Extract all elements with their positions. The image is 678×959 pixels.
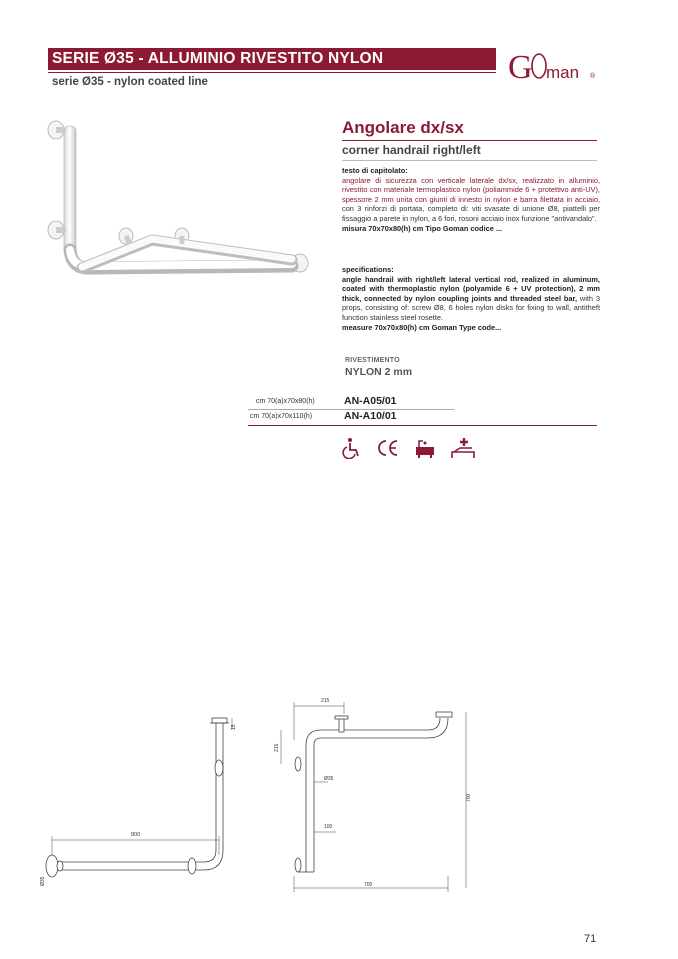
technical-drawing — [36, 690, 476, 910]
wheelchair-icon — [342, 437, 362, 464]
dim-215-top: 215 — [321, 698, 330, 704]
bathtub-icon — [414, 437, 436, 464]
spec-body-en-bold: angle handrail with right/left lateral vertical rod, realized in aluminum, coated with thermoplastic nylon (polyamide 6 + UV protection), 2 mm thick, connected by nylon coupling joints and threaded steel bar, — [342, 274, 600, 303]
dim-800: 800 — [131, 832, 141, 838]
product-subtitle: corner handrail right/left — [342, 143, 481, 157]
spec-measure-en: measure 70x70x80(h) cm Goman Type code... — [342, 322, 502, 332]
medical-bed-icon — [450, 436, 476, 465]
spec-text-en — [342, 265, 600, 332]
code-size-1: cm 70(a)x70x80(h) — [256, 398, 315, 405]
dim-215-side: 215 — [274, 743, 280, 752]
code-value-2: AN-A10/01 — [344, 410, 397, 422]
drawing-right-view — [281, 702, 466, 892]
goman-logo — [508, 44, 604, 90]
logo-letter-g: G — [508, 49, 533, 86]
certification-icons — [342, 437, 476, 463]
ce-mark-icon — [376, 438, 400, 463]
spec-body-it-highlight: angolare di sicurezza con verticale laterale dx/sx, realizzato in alluminio, rivestito con materiale termoplastico nylon (poliammide 6 + protettivo anti-UV), spessore 2 mm unita con giunti di innesto in nylon e barra filettata in acciaio, — [342, 175, 600, 204]
spec-label-en: specifications: — [342, 265, 394, 274]
coating-value: NYLON 2 mm — [345, 366, 413, 378]
code-divider-2 — [248, 425, 597, 426]
spec-body-it: con 3 rinforzi di portata, completo di: viti svasate di unione Ø8, piattelli per fissaggio a parete in nylon, a 6 fori, rosoni acciaio inox funzione "antivandalo". — [342, 204, 600, 223]
code-size-2: cm 70(a)x70x110(h) — [250, 413, 313, 420]
logo-ring-icon — [532, 54, 546, 78]
logo-registered-mark: ® — [590, 73, 596, 80]
page-subtitle: serie Ø35 - nylon coated line — [52, 76, 208, 88]
logo-text: man — [546, 63, 580, 82]
subtitle-divider — [342, 160, 597, 161]
dim-diameter-left: Ø35 — [40, 876, 46, 886]
dim-700-height: 700 — [466, 793, 472, 802]
dim-15: 15 — [231, 724, 237, 730]
dim-100: 100 — [324, 824, 333, 830]
spec-text-it — [342, 166, 600, 233]
spec-body-en: with 3 props, consisting of: screw Ø8, 6 holes nylon disks for fixing to wall, antitheft function stainless steel rosette. — [342, 293, 600, 322]
spec-label-it: testo di capitolato: — [342, 166, 408, 175]
coating-label: RIVESTIMENTO — [345, 357, 400, 364]
dim-diameter-right: Ø35 — [324, 776, 334, 782]
product-image — [42, 118, 332, 288]
spec-measure-it: misura 70x70x80(h) cm Tipo Goman codice ... — [342, 223, 503, 233]
page-title: SERIE Ø35 - ALLUMINIO RIVESTITO NYLON — [52, 50, 384, 67]
title-divider — [342, 140, 597, 141]
page-number: 71 — [584, 933, 597, 945]
header-divider — [48, 72, 496, 73]
dim-700-width: 700 — [364, 882, 373, 888]
product-title: Angolare dx/sx — [342, 118, 464, 137]
code-value-1: AN-A05/01 — [344, 395, 397, 407]
drawing-left-view — [46, 718, 232, 877]
